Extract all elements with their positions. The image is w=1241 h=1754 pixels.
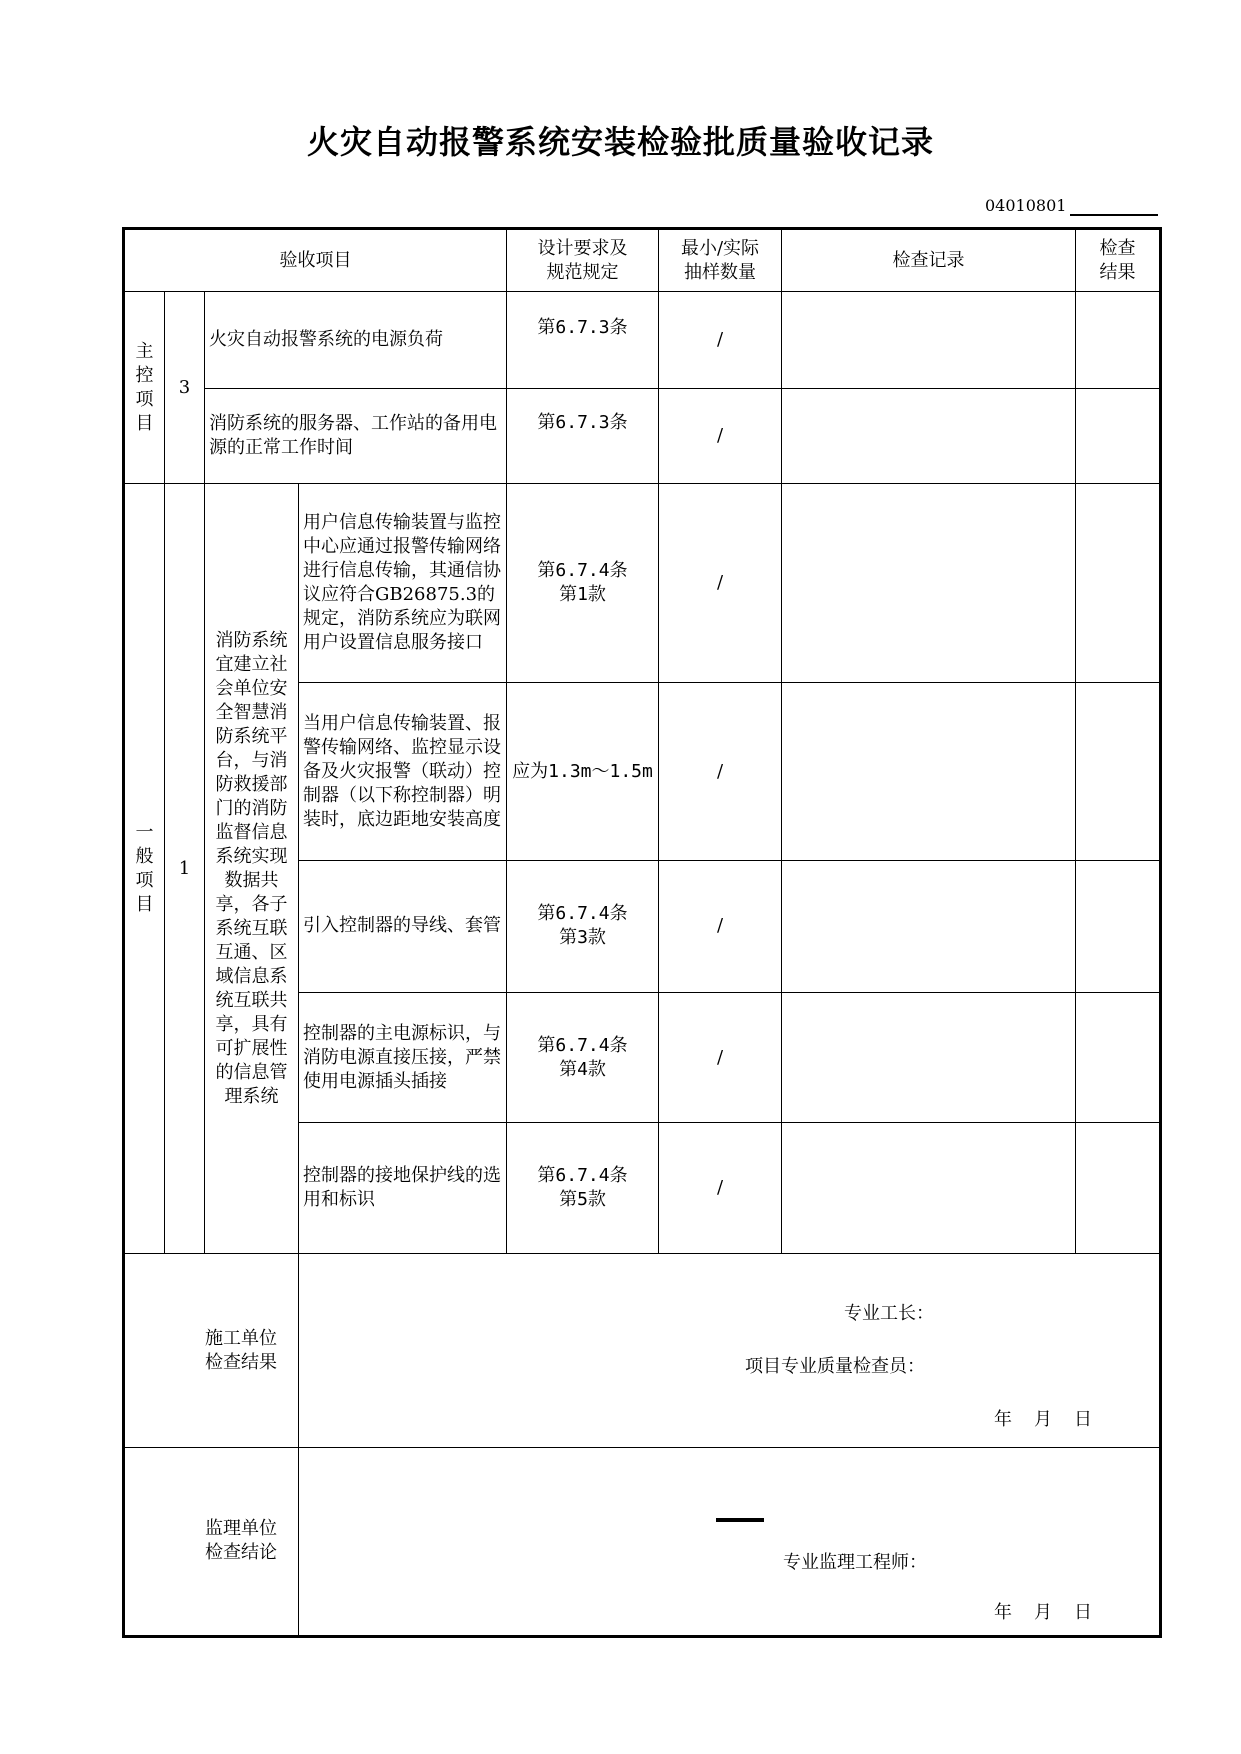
general-spec-3	[507, 861, 659, 993]
general-record-4[interactable]	[782, 992, 1076, 1123]
construction-year-label: 年	[994, 1409, 1012, 1431]
general-group-label	[124, 484, 165, 1254]
general-spec-4-line2: 第4款	[559, 1058, 606, 1080]
header-item: 验收项目	[124, 229, 507, 292]
general-result-2[interactable]	[1076, 683, 1161, 861]
general-spec-4-line1: 第6.7.4条	[537, 1034, 628, 1056]
general-record-2[interactable]	[782, 683, 1076, 861]
general-result-4[interactable]	[1076, 992, 1161, 1123]
general-result-1[interactable]	[1076, 484, 1161, 683]
main-control-row-2	[124, 388, 1161, 483]
header-design-requirement	[507, 229, 659, 292]
main-control-row-1	[124, 292, 1161, 388]
acceptance-record-table	[122, 227, 1162, 1638]
signature-dash-mark	[716, 1518, 764, 1522]
header-check-result	[1076, 229, 1161, 292]
general-spec-1	[507, 484, 659, 683]
general-record-5[interactable]	[782, 1123, 1076, 1254]
supervision-label-line2: 检查结论	[205, 1542, 277, 1564]
header-design-line2: 规范规定	[546, 261, 619, 283]
supervision-label	[124, 1447, 299, 1636]
construction-label	[124, 1254, 299, 1448]
supervision-label-line1: 监理单位	[205, 1518, 277, 1540]
quality-inspector-label: 项目专业质量检查员：	[745, 1356, 925, 1378]
main-control-item-1: 火灾自动报警系统的电源负荷	[205, 292, 507, 388]
header-sample-line2: 抽样数量	[684, 261, 756, 283]
main-control-result-2[interactable]	[1076, 388, 1161, 483]
main-control-group-label	[124, 292, 165, 484]
general-result-3[interactable]	[1076, 861, 1161, 993]
general-spec-5	[507, 1123, 659, 1254]
general-item-5: 控制器的接地保护线的选用和标识	[299, 1123, 507, 1254]
general-spec-4	[507, 992, 659, 1123]
general-spec-2	[507, 683, 659, 861]
general-record-3[interactable]	[782, 861, 1076, 993]
general-sample-5: /	[659, 1123, 782, 1254]
header-design-line1: 设计要求及	[537, 237, 628, 259]
general-sample-2: /	[659, 683, 782, 861]
page-title: 火灾自动报警系统安装检验批质量验收记录	[306, 123, 934, 161]
main-control-number: 3	[165, 292, 205, 484]
supervision-year-label: 年	[994, 1601, 1012, 1623]
general-item-4: 控制器的主电源标识，与消防电源直接压接，严禁使用电源插头插接	[299, 992, 507, 1123]
general-spec-2-line1: 应为1.3m～1.5m	[512, 760, 653, 782]
construction-month-label: 月	[1034, 1409, 1052, 1431]
supervising-engineer-label: 专业监理工程师：	[783, 1551, 927, 1573]
general-sample-1: /	[659, 484, 782, 683]
form-code: 04010801	[985, 196, 1067, 215]
general-row-1	[124, 484, 1161, 683]
construction-day-label: 日	[1074, 1409, 1092, 1431]
general-spec-3-line1: 第6.7.4条	[537, 903, 628, 925]
general-subgroup	[205, 484, 299, 1254]
general-spec-5-line1: 第6.7.4条	[537, 1165, 628, 1187]
construction-label-line2: 检查结果	[205, 1351, 277, 1373]
main-control-sample-1: /	[659, 292, 782, 388]
table-header-row	[124, 229, 1161, 292]
construction-row	[124, 1254, 1161, 1448]
general-spec-5-line2: 第5款	[559, 1189, 606, 1211]
general-subgroup-text: 消防系统宜建立社会单位安全智慧消防系统平台，与消防救援部门的消防监督信息系统实现数据共享，各子系统互联互通、区域信息系统互联共享，具有可扩展性的信息管理系统	[215, 629, 288, 1107]
header-sample-line1: 最小/实际	[680, 237, 760, 259]
general-label-text: 一般项目	[135, 821, 154, 915]
main-control-spec-2: 第6.7.3条	[507, 388, 659, 483]
general-spec-3-line2: 第3款	[559, 927, 606, 949]
construction-signature-area[interactable]	[299, 1254, 1161, 1448]
main-control-sample-2: /	[659, 388, 782, 483]
main-control-label-text: 主控项目	[135, 340, 154, 434]
general-number: 1	[165, 484, 205, 1254]
foreman-label: 专业工长：	[844, 1303, 934, 1325]
header-check-record: 检查记录	[782, 229, 1076, 292]
main-control-result-1[interactable]	[1076, 292, 1161, 388]
header-result-line2: 结果	[1099, 261, 1136, 283]
supervision-row	[124, 1447, 1161, 1636]
main-control-record-2[interactable]	[782, 388, 1076, 483]
header-result-line1: 检查	[1099, 237, 1136, 259]
supervision-month-label: 月	[1034, 1601, 1052, 1623]
general-record-1[interactable]	[782, 484, 1076, 683]
general-spec-1-line2: 第1款	[559, 584, 606, 606]
main-control-spec-1: 第6.7.3条	[507, 292, 659, 388]
supervision-day-label: 日	[1074, 1601, 1092, 1623]
construction-label-line1: 施工单位	[205, 1327, 277, 1349]
general-result-5[interactable]	[1076, 1123, 1161, 1254]
main-control-item-2: 消防系统的服务器、工作站的备用电源的正常工作时间	[205, 388, 507, 483]
general-sample-4: /	[659, 992, 782, 1123]
main-control-record-1[interactable]	[782, 292, 1076, 388]
header-sample-count	[659, 229, 782, 292]
general-item-2: 当用户信息传输装置、报警传输网络、监控显示设备及火灾报警（联动）控制器（以下称控制器）明装时，底边距地安装高度	[299, 683, 507, 861]
form-code-underline	[1070, 214, 1158, 216]
general-item-1: 用户信息传输装置与监控中心应通过报警传输网络进行信息传输，其通信协议应符合GB26875.3的规定，消防系统应为联网用户设置信息服务接口	[299, 484, 507, 683]
general-spec-1-line1: 第6.7.4条	[537, 560, 628, 582]
supervision-signature-area[interactable]	[299, 1447, 1161, 1636]
general-sample-3: /	[659, 861, 782, 993]
general-item-3: 引入控制器的导线、套管	[299, 861, 507, 993]
